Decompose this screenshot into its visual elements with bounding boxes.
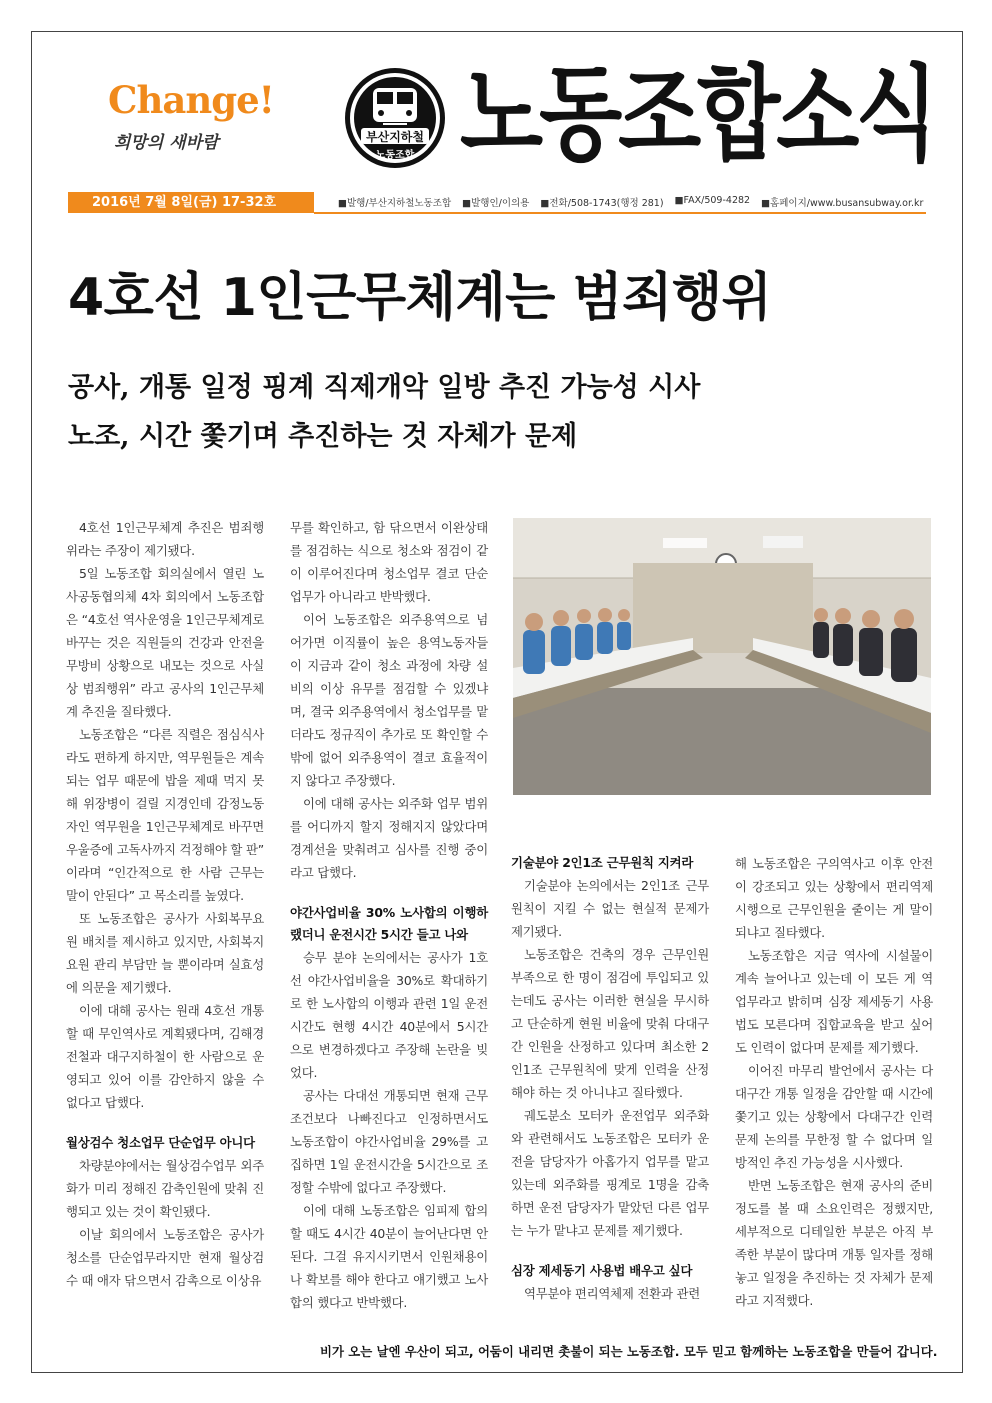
- paragraph: 이어진 마무리 발언에서 공사는 다대구간 개통 일정을 감안할 때 시간에 쫓기고 있는 상황에서 다대구간 인력 문제 논의를 무한정 할 수 없다며 일방적인 추진 가능성을 시사했다.: [735, 1063, 933, 1170]
- fax-text: ■FAX/509-4282: [674, 195, 751, 206]
- paragraph: 5일 노동조합 회의실에서 열린 노사공동협의체 4차 회의에서 노동조합은 “4호선 역사운영을 1인근무체계로 바꾸는 것은 직원들의 건강과 안전을 무방비 상황으로 내모는 것으로 사실상 범죄행위” 라고 공사의 1인근무체계 추진을 질타했다.: [66, 566, 264, 719]
- paragraph: 공사는 다대선 개통되면 현재 근무조건보다 나빠진다고 인정하면서도 노동조합이 야간사업비율 29%를 고집하면 1일 운전시간을 5시간으로 조정할 수밖에 없다고 주장했다.: [290, 1088, 488, 1195]
- paragraph: 해 노동조합은 구의역사고 이후 안전이 강조되고 있는 상황에서 편리역제 시행으로 근무인원을 줄이는 게 말이 되냐고 질타했다.: [735, 856, 933, 940]
- paragraph: 이에 대해 노동조합은 임피제 합의할 때도 4시간 40분이 늘어난다면 안된다. 그걸 유지시키면서 인원채용이나 확보를 해야 한다고 얘기했고 노사합의 했다고 반박했다.: [290, 1203, 488, 1310]
- masthead-title: 노동조합소식: [460, 53, 935, 175]
- paragraph: 반면 노동조합은 현재 공사의 준비 정도를 볼 때 소요인력은 정했지만, 세부적으로 디테일한 부분은 아직 부족한 부분이 많다며 개통 일자를 정해놓고 일정을 추진하는 것 자체가 문제라고 지적했다.: [735, 1178, 933, 1308]
- paragraph: 이어 노동조합은 외주용역으로 넘어가면 이직률이 높은 용역노동자들이 지금과 같이 청소 과정에 차량 설비의 이상 유무를 점검할 수 있겠냐며, 결국 외주용역에서 청소업무를 맡더라도 정규직이 추가로 또 확인할 수 밖에 없어 외주용역이 결코 효율적이지 않다고 주장했다.: [290, 612, 488, 788]
- paragraph: 무를 확인하고, 함 닦으면서 이완상태를 점검하는 식으로 청소와 점검이 같이 이루어진다며 청소업무 결코 단순업무가 아니라고 반박했다.: [290, 520, 488, 604]
- section-heading: 기술분야 2인1조 근무원칙 지켜라: [511, 855, 694, 870]
- paragraph: 이날 회의에서 노동조합은 공사가 청소를 단순업무라지만 현재 월상검수 때 애자 닦으면서 감촉으로 이상유: [66, 1227, 264, 1288]
- logo-line2: 노동조합: [375, 150, 415, 161]
- footer-slogan: 비가 오는 날엔 우산이 되고, 어둠이 내리면 촛불이 되는 노동조합. 모두 믿고 함께하는 노동조합을 만들어 갑니다.: [320, 1344, 938, 1359]
- brand-change-text: Change!: [108, 78, 274, 122]
- paragraph: 4호선 1인근무체계 추진은 범죄행위라는 주장이 제기됐다.: [66, 520, 264, 558]
- paragraph: 기술분야 논의에서는 2인1조 근무원칙이 지킬 수 없는 현실적 문제가 제기됐다.: [511, 878, 709, 939]
- homepage-text: ■홈페이지/www.busansubway.or.kr: [761, 198, 924, 209]
- paragraph: 노동조합은 건축의 경우 근무인원 부족으로 한 명이 점검에 투입되고 있는데도 공사는 이러한 현실을 무시하고 단순하게 현원 비율에 맞춰 다대구간 인원을 산정하고 있다며 최소한 2인1조 근무원칙에 맞게 인력을 산정해야 하는 것 아니냐고 질타했다.: [511, 947, 709, 1100]
- article-column-3: [511, 852, 709, 1305]
- union-logo: [343, 66, 447, 170]
- paragraph: 승무 분야 논의에서는 공사가 1호선 야간사업비율을 30%로 확대하기로 한 노사합의 이행과 관련 1일 운전시간도 현행 4시간 40분에서 5시간으로 변경하겠다고 주장해 논란을 빚었다.: [290, 950, 488, 1080]
- article-subhead-1: 공사, 개통 일정 핑계 직제개악 일방 추진 가능성 시사: [68, 372, 701, 403]
- article-headline: 4호선 1인근무체계는 범죄행위: [68, 268, 772, 328]
- article-column-4: [735, 852, 933, 1312]
- article-subhead-2: 노조, 시간 쫓기며 추진하는 것 자체가 문제: [68, 421, 578, 452]
- phone-text: ■전화/508-1743(행정 281): [540, 198, 664, 209]
- brand-block: [108, 78, 274, 153]
- paragraph: 역무분야 편리역체제 전환과 관련: [524, 1286, 700, 1301]
- logo-line1: 부산지하철: [366, 130, 424, 144]
- publisher-text: ■발행/부산지하철노동조합: [338, 198, 452, 209]
- brand-hope-text: 희망의 새바람: [114, 133, 219, 153]
- paragraph: 노동조합은 “다른 직렬은 점심식사라도 편하게 하지만, 역무원들은 계속되는 업무 때문에 밥을 제때 먹지 못해 위장병이 걸릴 지경인데 감정노동자인 역무원을 1인근무체계로 바꾸면 우울증에 고독사까지 걱정해야 할 판” 이라며 “인간적으로 한 사람 근무는 말이 안된다” 고 목소리를 높였다.: [66, 727, 264, 903]
- article-column-1: [66, 516, 264, 1292]
- section-heading: 심장 제세동기 사용법 배우고 싶다: [511, 1263, 693, 1278]
- paragraph: 궤도분소 모터카 운전업무 외주화와 관련해서도 노동조합은 모터카 운전을 담당자가 아홉가지 업무를 맡고 있는데 외주화를 핑계로 1명을 감축하면 운전 담당자가 맡았던 다른 업무는 누가 맡냐고 문제를 제기했다.: [511, 1108, 709, 1238]
- issue-date: 2016년 7월 8일(금) 17-32호: [68, 192, 314, 213]
- meeting-photo: [513, 518, 931, 795]
- info-divider: [314, 212, 926, 214]
- section-heading: 월상검수 청소업무 단순업무 아니다: [66, 1135, 255, 1150]
- paragraph: 차량분야에서는 월상검수업무 외주화가 미리 정해진 감축인원에 맞춰 진행되고 있는 것이 확인됐다.: [66, 1158, 264, 1219]
- paragraph: 이에 대해 공사는 원래 4호선 개통할 때 무인역사로 계획됐다며, 김해경전철과 대구지하철이 한 사람으로 운영되고 있어 이를 감안하지 않을 수 없다고 답했다.: [66, 1003, 264, 1110]
- paragraph: 이에 대해 공사는 외주화 업무 범위를 어디까지 할지 정해지지 않았다며 경계선을 맞춰려고 심사를 진행 중이라고 답했다.: [290, 796, 488, 880]
- paragraph: 또 노동조합은 공사가 사회복무요원 배치를 제시하고 있지만, 사회복지요원 관리 부담만 늘 뿐이라며 실효성에 의문을 제기했다.: [66, 911, 264, 995]
- section-heading: 야간사업비율 30% 노사합의 이행하랬더니 운전시간 5시간 들고 나와: [290, 905, 488, 942]
- paragraph: 노동조합은 지금 역사에 시설물이 계속 늘어나고 있는데 이 모든 게 역 업무라고 밝히며 심장 제세동기 사용법도 모른다며 집합교육을 받고 싶어도 인력이 없다며 문제를 제기했다.: [735, 948, 933, 1055]
- publication-info: [338, 195, 933, 209]
- editor-text: ■발행인/이의용: [462, 198, 530, 209]
- article-column-2: [290, 516, 488, 1314]
